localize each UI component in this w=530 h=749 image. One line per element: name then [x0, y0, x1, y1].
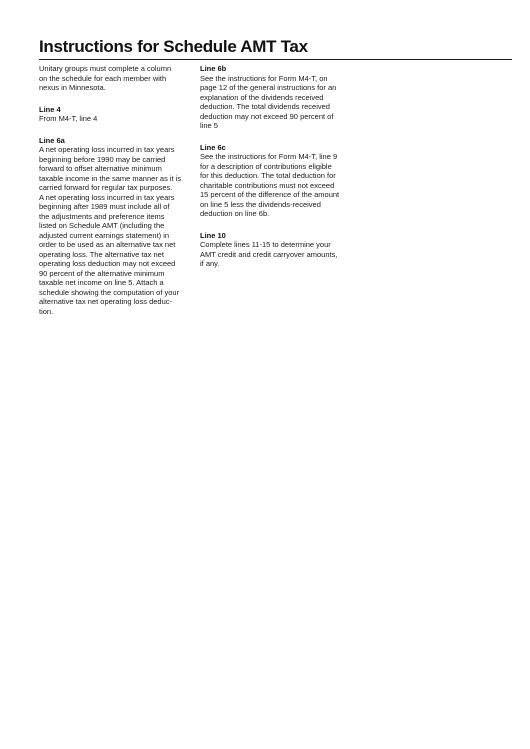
- section-line-10: [200, 231, 355, 269]
- section-line-6c: [200, 143, 355, 219]
- section-heading-line-10: Line 10: [200, 230, 226, 240]
- page-title: Instructions for Schedule AMT Tax: [39, 37, 308, 56]
- section-heading-line-6b: Line 6b: [200, 64, 227, 73]
- section-body-line-6a: A net operating loss incurred in tax years beginning before 1990 may be carried forward to offset alternative minimum taxable income in the same manner as it is carried forward for regular tax purposes. A net operating loss incurred in tax years beginning after 1989 must include all of the adjustments and preference items listed on Schedule AMT (including the adjusted current earnings statement) in order to be used as an alternative tax net operating loss. The alternative tax net operating loss deduction may not exceed 90 percent of the alternative minimum taxable net income on line 5. Attach a schedule showing the computation of your alternative tax net operating loss deduc- tion.: [39, 145, 182, 316]
- right-column: [200, 64, 355, 281]
- section-line-6a: [39, 136, 194, 317]
- section-body-line-10: Complete lines 11-15 to determine your AMT credit and credit carryover amounts, if any.: [200, 240, 338, 268]
- section-heading-line-4: Line 4: [39, 104, 61, 114]
- title-divider: [39, 59, 512, 60]
- section-line-4: [39, 105, 194, 124]
- section-heading-line-6a: Line 6a: [39, 135, 65, 145]
- section-body-line-6c: See the instructions for Form M4-T, line 9 for a description of contributions eligible for this deduction. The total deduction for charitable contributions must not exceed 15 percent of the difference of the amount on line 5 less the dividends-received deduction on line 6b.: [200, 152, 340, 218]
- section-body-line-4: From M4-T, line 4: [39, 114, 98, 123]
- intro-paragraph: Unitary groups must complete a column on the schedule for each member with nexus in Minnesota.: [39, 64, 172, 92]
- section-line-6b: [200, 64, 355, 131]
- left-column: [39, 64, 194, 328]
- section-body-line-6b: See the instructions for Form M4-T, on page 12 of the general instructions for an explanation of the dividends received deduction. The total dividends received deduction may not exceed 90 percent of line 5: [200, 73, 337, 130]
- section-heading-line-6c: Line 6c: [200, 142, 226, 152]
